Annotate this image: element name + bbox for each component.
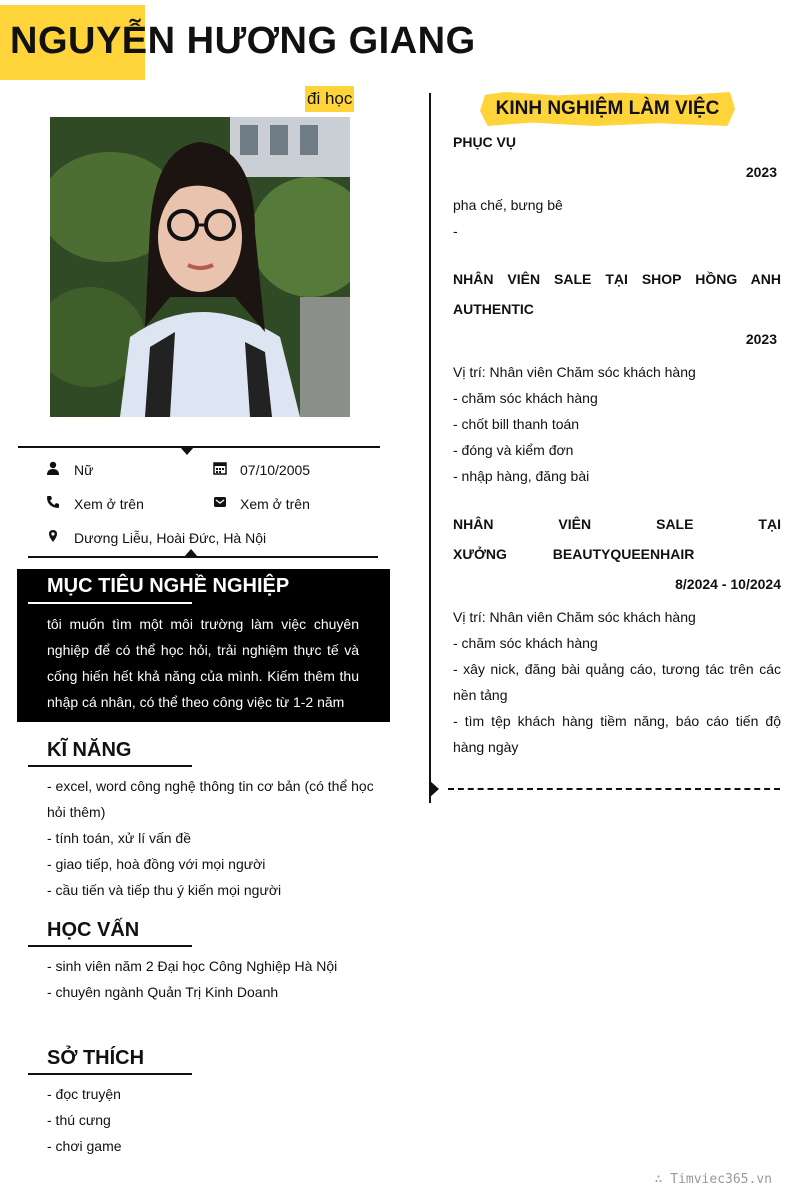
job-desc-3 — [453, 604, 781, 760]
list-item: - cầu tiến và tiếp thu ý kiến mọi người — [47, 882, 282, 898]
envelope-icon — [213, 495, 227, 509]
job-desc-2 — [453, 359, 781, 489]
objective-title: MỤC TIÊU NGHỀ NGHIỆP — [47, 575, 290, 597]
timeline-dashed-end — [448, 788, 780, 790]
job-date-2: 2023 — [745, 331, 777, 347]
skills-list — [47, 773, 383, 903]
list-item: - sinh viên năm 2 Đại học Công Nghiệp Hà Nội — [47, 958, 338, 974]
hobbies-title-underline — [28, 1073, 192, 1075]
address-value: Dương Liễu, Hoài Đức, Hà Nội — [74, 530, 267, 546]
birthday-value: 07/10/2005 — [240, 462, 311, 478]
education-title: HỌC VẤN — [47, 919, 140, 941]
list-item: - đọc truyện — [47, 1086, 121, 1102]
watermark: ∴ Timviec365.vn — [654, 1172, 772, 1187]
list-item: - thú cưng — [47, 1112, 111, 1128]
candidate-name: NGUYỄN HƯƠNG GIANG — [10, 20, 476, 62]
job-date-1: 2023 — [745, 164, 777, 180]
list-item: - chuyên ngành Quản Trị Kinh Doanh — [47, 984, 279, 1000]
list-item: Vị trí: Nhân viên Chăm sóc khách hàng — [453, 364, 696, 380]
education-title-underline — [28, 945, 192, 947]
list-item: - đóng và kiểm đơn — [453, 442, 574, 458]
job-title: đi học — [305, 86, 354, 112]
list-item: - — [453, 223, 458, 239]
contact-divider-top — [18, 446, 380, 448]
education-list — [47, 953, 383, 1005]
calendar-icon — [213, 461, 227, 475]
timeline-line — [429, 93, 431, 803]
email-value: Xem ở trên — [240, 496, 310, 512]
user-icon — [46, 461, 60, 475]
timeline-arrow — [429, 780, 439, 798]
list-item: - giao tiếp, hoà đồng với mọi người — [47, 856, 266, 872]
job-date-3: 8/2024 - 10/2024 — [675, 576, 781, 592]
skills-title: KĨ NĂNG — [47, 739, 132, 761]
experience-title: KINH NGHIỆM LÀM VIỆC — [495, 98, 720, 119]
job-title-1: PHỤC VỤ — [453, 134, 517, 150]
job-title-3: NHÂN VIÊN SALE TẠI XƯỞNG BEAUTYQUEENHAIR — [453, 516, 781, 562]
map-marker-icon — [46, 529, 60, 543]
list-item: - excel, word công nghệ thông tin cơ bản (có thể học hỏi thêm) — [47, 778, 374, 820]
list-item: Vị trí: Nhân viên Chăm sóc khách hàng — [453, 609, 696, 625]
list-item: - chơi game — [47, 1138, 122, 1154]
list-item: - tính toán, xử lí vấn đề — [47, 830, 192, 846]
objective-section — [17, 569, 390, 722]
list-item: - tìm tệp khách hàng tiềm năng, báo cáo tiến độ hàng ngày — [453, 713, 781, 755]
gender-value: Nữ — [74, 462, 94, 478]
phone-value: Xem ở trên — [74, 496, 144, 512]
divider-arrow-up — [184, 549, 198, 557]
list-item: - xây nick, đăng bài quảng cáo, tương tác trên các nền tảng — [453, 661, 781, 703]
divider-arrow-down — [180, 447, 194, 455]
list-item: - chốt bill thanh toán — [453, 416, 580, 432]
job-desc-1 — [453, 192, 781, 244]
job-title-2: NHÂN VIÊN SALE TẠI SHOP HỒNG ANH AUTHENTIC — [453, 271, 781, 317]
list-item: - chăm sóc khách hàng — [453, 635, 598, 651]
skills-title-underline — [28, 765, 192, 767]
list-item: - chăm sóc khách hàng — [453, 390, 598, 406]
list-item: pha chế, bưng bê — [453, 197, 563, 213]
objective-text: tôi muốn tìm một môi trường làm việc chuyên nghiệp để có thể học hỏi, trải nghiệm thực tế và cống hiến hết khả năng của mình. Kiếm thêm thu nhập cá nhân, có thể theo công việc từ 1-2 năm — [47, 616, 359, 710]
profile-photo — [50, 117, 350, 417]
hobbies-list — [47, 1081, 383, 1159]
hobbies-title: SỞ THÍCH — [47, 1047, 145, 1069]
contact-divider-bottom — [28, 556, 378, 558]
objective-title-underline — [28, 602, 192, 604]
phone-icon — [46, 495, 60, 509]
list-item: - nhập hàng, đăng bài — [453, 468, 590, 484]
